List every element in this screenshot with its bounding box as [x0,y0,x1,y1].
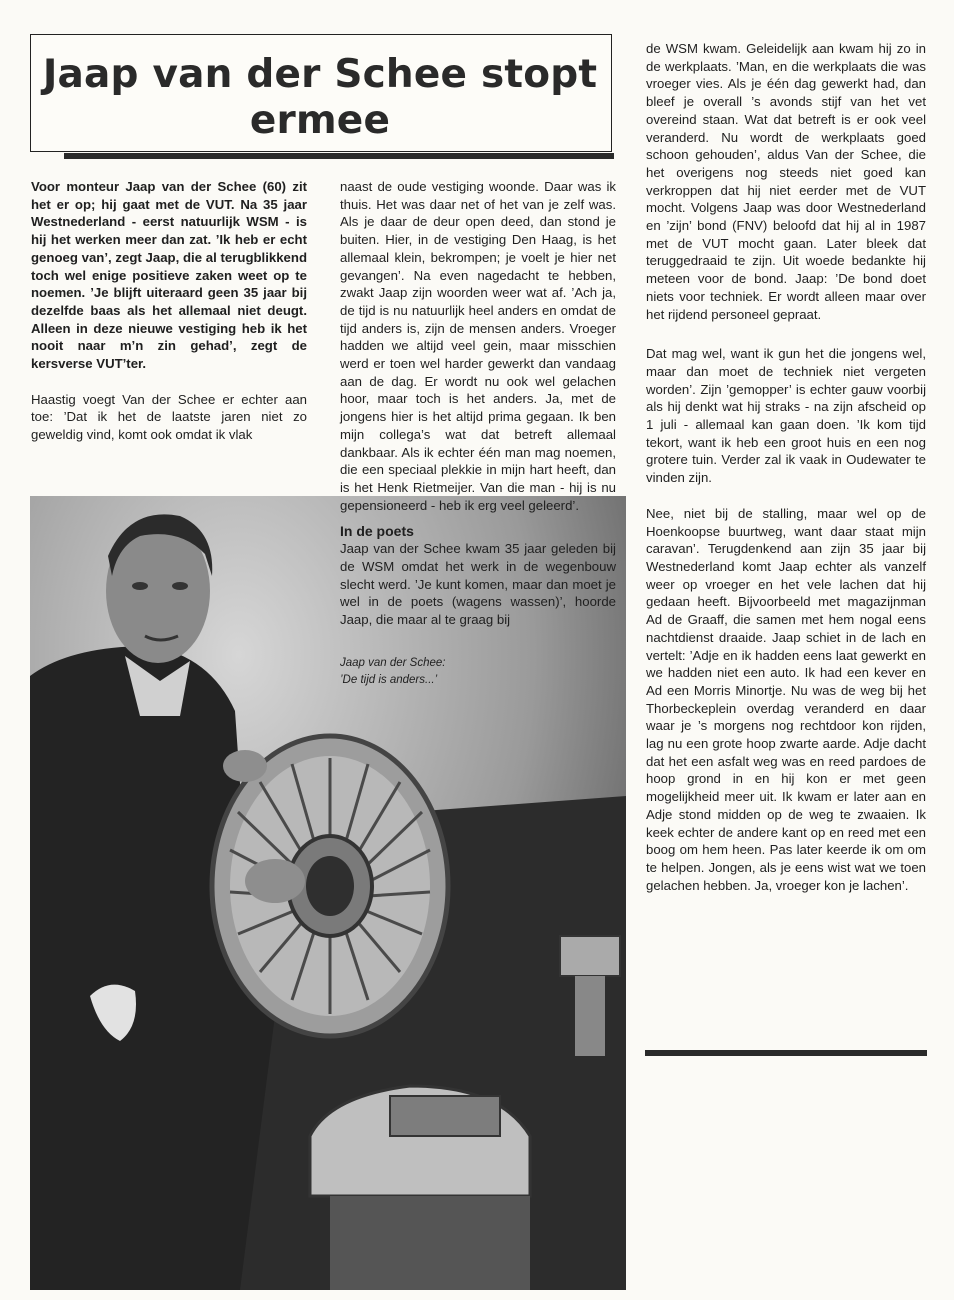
col1-paragraph: Haastig voegt Van der Schee er echter aan toe: ’Dat ik het de laatste jaren niet zo geweldig vind, komt ook omdat ik vlak [31,391,307,443]
col3-paragraph-3: Nee, niet bij de stalling, maar wel op de Hoenkoopse buurtweg, want daar staat mijn caravan’. Terugdenkend aan zijn 35 jaar bij Westnederland komt Jaap echter als vanzelf weer op vroeger en het vele lachen dat hij gedaan heeft. Bijvoorbeeld met magazijnman Ad de Graaff, die samen met hem nogal eens nachtdienst draaide. Jaap schiet in de lach en vertelt: ’Adje en ik hadden eens laat gewerkt en we hadden niet een auto. Ik had een kever en Ad een Morris Minortje. Nu was de weg bij het Thorbeckeplein overdag veranderd en daar waar je ’s morgens nog rechtdoor kon rijden, lag nu een grote hoop zwarte aarde. Adje dacht dat het een asfalt weg was en reed pardoes de hoop grond in en hij kon er met geen mogelijkheid meer uit. Ik kwam er later aan en Adje stond midden op de weg te zwaaien. Ik keek echter de andere kant op en reed met een boog om hem heen. Pas later keerde ik om om te helpen. Jongen, als je eens wist wat we toen gelachen hebben. Ja, vroeger kon je lachen’. [646,505,926,893]
col3-paragraph-2: Dat mag wel, want ik gun het die jongens wel, maar dan moet de techniek niet vergeten worden’. Zijn ’gemopper’ is echter gauw voorbij als hij denkt wat hij straks - na zijn afscheid op 1 juli - allemaal kan gaan doen. ’Ik kom tijd tekort, want ik heb een groot huis en een nog grotere tuin. Verder zal ik vaak in Oudewater te vinden zijn. [646,346,926,486]
subheading: In de poets [340,523,414,540]
column-2 [340,178,616,689]
title-underline [64,153,614,159]
article-title: Jaap van der Schee stopt ermee [42,52,598,143]
column-3 [646,40,926,908]
col3-paragraph-1: de WSM kwam. Geleidelijk aan kwam hij zo in de werkplaats. ’Man, en die werkplaats die was vroeger vies. Als je één dag gewerkt had, dan bleef je overall ’s avonds stijf van het vet overeind staan. Wat dat betreft is er ook veel veranderd. Nu wordt de werkplaats goed schoon gehouden’, aldus Van der Schee, die het overigens nog steeds niet goed kan verkroppen dat hij niet eerder met de VUT mocht. Volgens Jaap was door Westnederland en ’zijn’ bond (FNV) beloofd dat hij al in 1987 met de VUT mocht gaan. Later bleek dat teruggedraaid te zijn. Uit woede bedankte hij meteen voor de bond. Jaap: ’De bond doet niets voor techniek. Er wordt alleen maar over het rijdend personeel gepraat. [646,41,926,322]
col2-paragraph-2: Jaap van der Schee kwam 35 jaar geleden bij de WSM omdat het werk in de wegenbouw slecht werd. ’Je kunt komen, maar dan moet je wel in de poets (wagens wassen)’, hoorde Jaap, die maar al te graag bij [340,541,616,628]
lead-paragraph: Voor monteur Jaap van der Schee (60) zit het er op; hij gaat met de VUT. Na 35 jaar Westnederland - eerst natuurlijk WSM - is hij het werken meer dan zat. ’Ik heb er echt genoeg van’, zegt Jaap, die al terugblikkend toch wel enige positieve zaken weet op te noemen. ’Je blijft uiteraard geen 35 jaar bij dezelfde baas als het allemaal niet deugt. Alleen in deze nieuwe vestiging heb ik het nooit naar m’n zin gehad’, zegt de kersverse VUT’ter. [31,179,307,372]
column-1 [31,178,307,458]
end-rule [645,1050,927,1056]
col2-paragraph-1: naast de oude vestiging woonde. Daar was ik thuis. Het was daar net of het van je zelf was. Als je daar de deur open deed, dan stond je buiten. Hier, in de vestiging Den Haag, is het allemaal klein, bekrompen; je voelt je hier net gevangen’. Na even nagedacht te hebben, zwakt Jaap zijn woorden weer wat af. ’Ach ja, de tijd is nu natuurlijk heel anders en omdat de tijd anders is, zijn de mensen anders. Vroeger hadden we altijd veel gein, maar misschien werd er toen wel harder gewerkt dan vandaag aan de dag. Er wordt nu ook wel gelachen hoor, maar toch is het anders. Ja, met de jongens hier is het altijd prima gegaan. Ik ben mijn collega’s wat dat betreft allemaal dankbaar. Als ik echter één man mag noemen, die een speciaal plekkie in mijn hart heeft, dan is het Henk Rietmeijer. Van die man - hij is nu gepensioneerd - heb ik erg veel geleerd’. [340,179,616,513]
photo-caption: Jaap van der Schee: ’De tijd is anders...’ [340,656,446,686]
